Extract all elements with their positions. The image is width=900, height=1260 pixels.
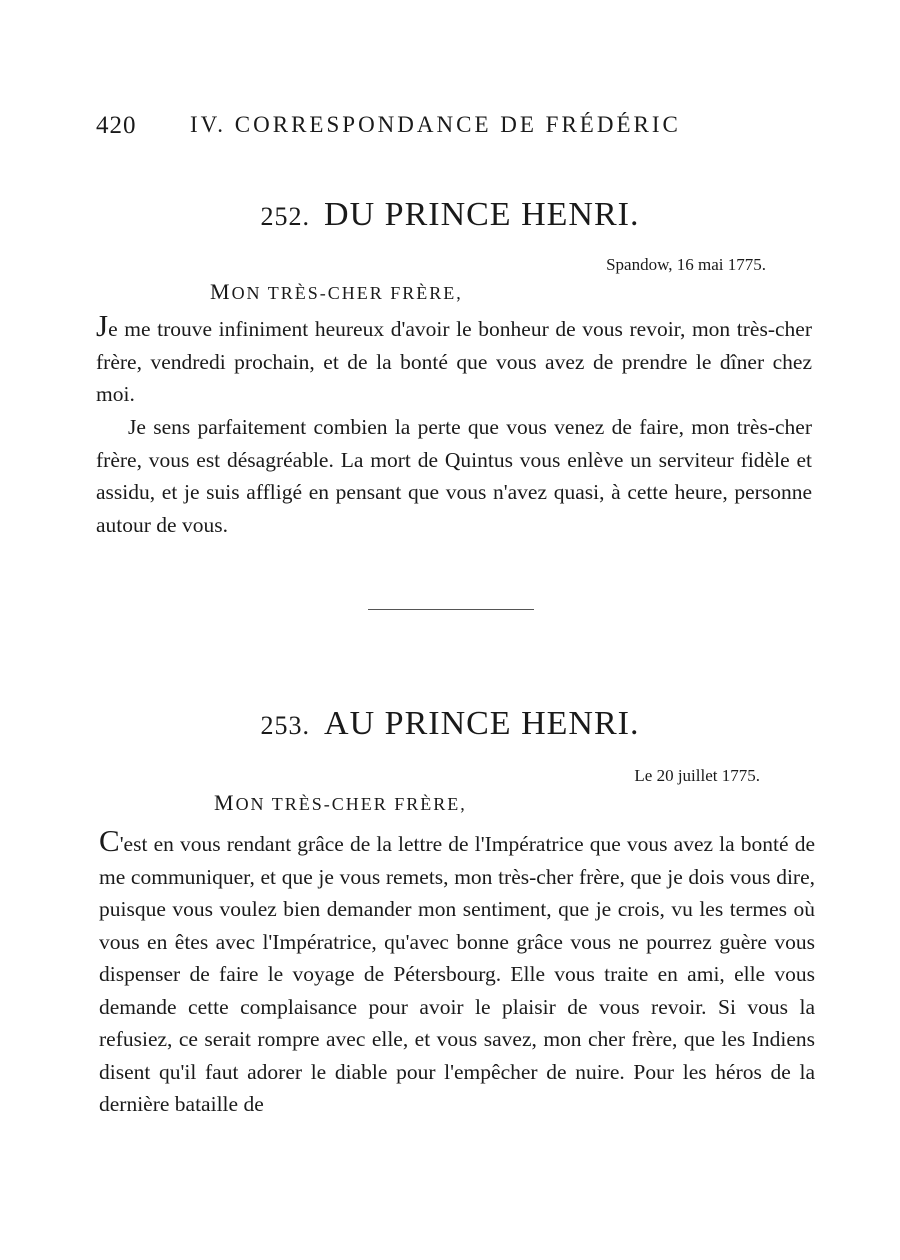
- letter-paragraph: [99, 823, 815, 1121]
- letter-number: 252.: [260, 202, 311, 231]
- drop-cap: C: [99, 823, 120, 858]
- page-number: 420: [96, 112, 137, 139]
- letter-paragraph: [96, 308, 812, 411]
- drop-cap: J: [96, 308, 109, 343]
- letter-title: DU PRINCE HENRI.: [324, 196, 640, 233]
- salutation-initial: M: [210, 279, 232, 304]
- place-date: Le 20 juillet 1775.: [634, 766, 760, 785]
- running-header: [96, 112, 816, 142]
- letter-paragraph: [96, 411, 812, 541]
- salutation: [210, 279, 463, 305]
- letter-heading: [0, 705, 900, 743]
- paragraph-text: Je sens parfaitement combien la perte que vous venez de faire, mon très-cher frère, vous est désagréable. La mort de Quintus vous enlève un serviteur fidèle et assidu, et je suis affligé en pensant que vous n'avez quasi, à cette heure, personne autour de vous.: [96, 415, 812, 537]
- salutation-text: ON TRÈS-CHER FRÈRE,: [235, 794, 467, 814]
- section-divider: [368, 609, 534, 610]
- letter-heading: [0, 196, 900, 234]
- letter-title: AU PRINCE HENRI.: [324, 705, 640, 742]
- paragraph-text: e me trouve infiniment heureux d'avoir le bonheur de vous revoir, mon très-cher frère, vendredi prochain, et de la bonté que vous avez de prendre le dîner chez moi.: [96, 317, 812, 406]
- running-title: IV. CORRESPONDANCE DE FRÉDÉRIC: [190, 112, 681, 137]
- letter-number: 253.: [260, 711, 311, 740]
- paragraph-text: 'est en vous rendant grâce de la lettre de l'Impératrice que vous avez la bonté de me communiquer, et que je vous remets, mon très-cher frère, que je dois vous dire, puisque vous voulez bien demander mon sentiment, que je crois, vu les termes où vous en êtes avec l'Impératrice, qu'avec bonne grâce vous ne pourrez guère vous dispenser de faire le voyage de Pétersbourg. Elle vous traite en ami, elle vous demande cette complaisance pour avoir le plaisir de vous revoir. Si vous la refusiez, ce serait rompre avec elle, et vous savez, mon cher frère, que les Indiens disent qu'il faut adorer le diable pour l'empêcher de nuire. Pour les héros de la dernière bataille de: [99, 832, 815, 1116]
- salutation-initial: M: [214, 790, 236, 815]
- place-date: Spandow, 16 mai 1775.: [606, 255, 766, 274]
- salutation-text: ON TRÈS-CHER FRÈRE,: [231, 283, 463, 303]
- salutation: [214, 790, 467, 816]
